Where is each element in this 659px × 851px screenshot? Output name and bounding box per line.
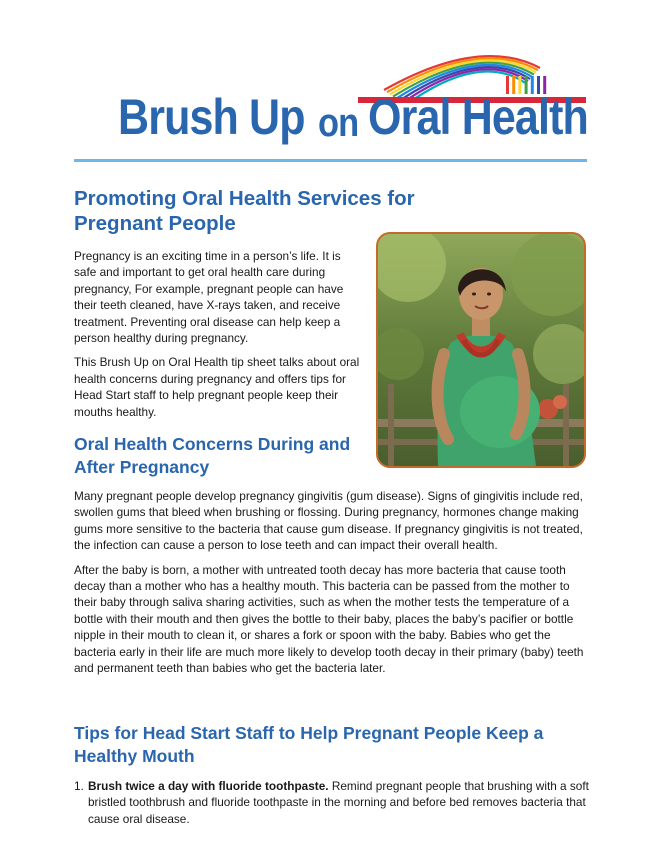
concerns-paragraph-1: Many pregnant people develop pregnancy gingivitis (gum disease). Signs of gingivitis include red, swollen gums that bleed when brushing or flossing. During pregnancy, hormones change making gums more sensitive to the bacteria that cause gum disease. If pregnancy gingivitis is not treated, the infection can cause a person to lose teeth and can impact their overall health. — [74, 489, 583, 553]
logo-word-on: on — [318, 101, 359, 145]
concerns-paragraph-2: After the baby is born, a mother with untreated tooth decay has more bacteria that cause tooth decay than a mother who has a healthy mouth. This bacteria can be passed from the mother to their baby through saliva sharing activities, such as when the mother tests the temperature of a bottle with their mouth and then gives the bottle to their baby, places the baby’s pacifier or bottle nipple in their mouth to clean it, or shares a fork or spoon with the baby. Babies who get the bacteria early in their life are much more likely to develop tooth decay in their primary (baby) teeth and permanent teeth than babies who get the bacteria later. — [74, 562, 584, 676]
intro-paragraph-1: Pregnancy is an exciting time in a person’s life. It is safe and important to get oral health care during pregnancy, For example, pregnant people can have their teeth cleaned, have X-rays taken, and receive treatment. Preventing oral disease can help keep a person healthy during pregnancy. — [74, 249, 344, 346]
logo-word-brush-up: Brush Up — [118, 89, 305, 145]
logo-word-oral-health: Oral Health — [368, 89, 588, 145]
list-item-lead: Brush twice a day with fluoride toothpaste. — [88, 779, 329, 793]
header-divider — [74, 159, 587, 162]
brush-up-logo — [118, 40, 588, 152]
list-item-text: Remind pregnant people that brushing with a soft bristled toothbrush and fluoride toothpaste in the morning and before bed removes bacteria that cause oral disease. — [88, 779, 589, 826]
concerns-heading: Oral Health Concerns During and After Pregnancy — [74, 434, 351, 477]
tips-heading: Tips for Head Start Staff to Help Pregnant People Keep a Healthy Mouth — [74, 723, 544, 766]
tips-list — [74, 778, 590, 827]
pregnant-woman-illustration — [378, 234, 584, 466]
intro-paragraph-2: This Brush Up on Oral Health tip sheet talks about oral health concerns during pregnancy and offers tips for Head Start staff to help pregnant people keep their mouths healthy. — [74, 355, 360, 419]
list-item — [74, 778, 590, 827]
intro-text — [74, 248, 366, 420]
pregnant-woman-photo — [376, 232, 586, 468]
page-title: Promoting Oral Health Services for Pregnant People — [74, 187, 415, 235]
list-item-number: 1. — [74, 779, 84, 793]
concerns-text — [74, 488, 590, 676]
